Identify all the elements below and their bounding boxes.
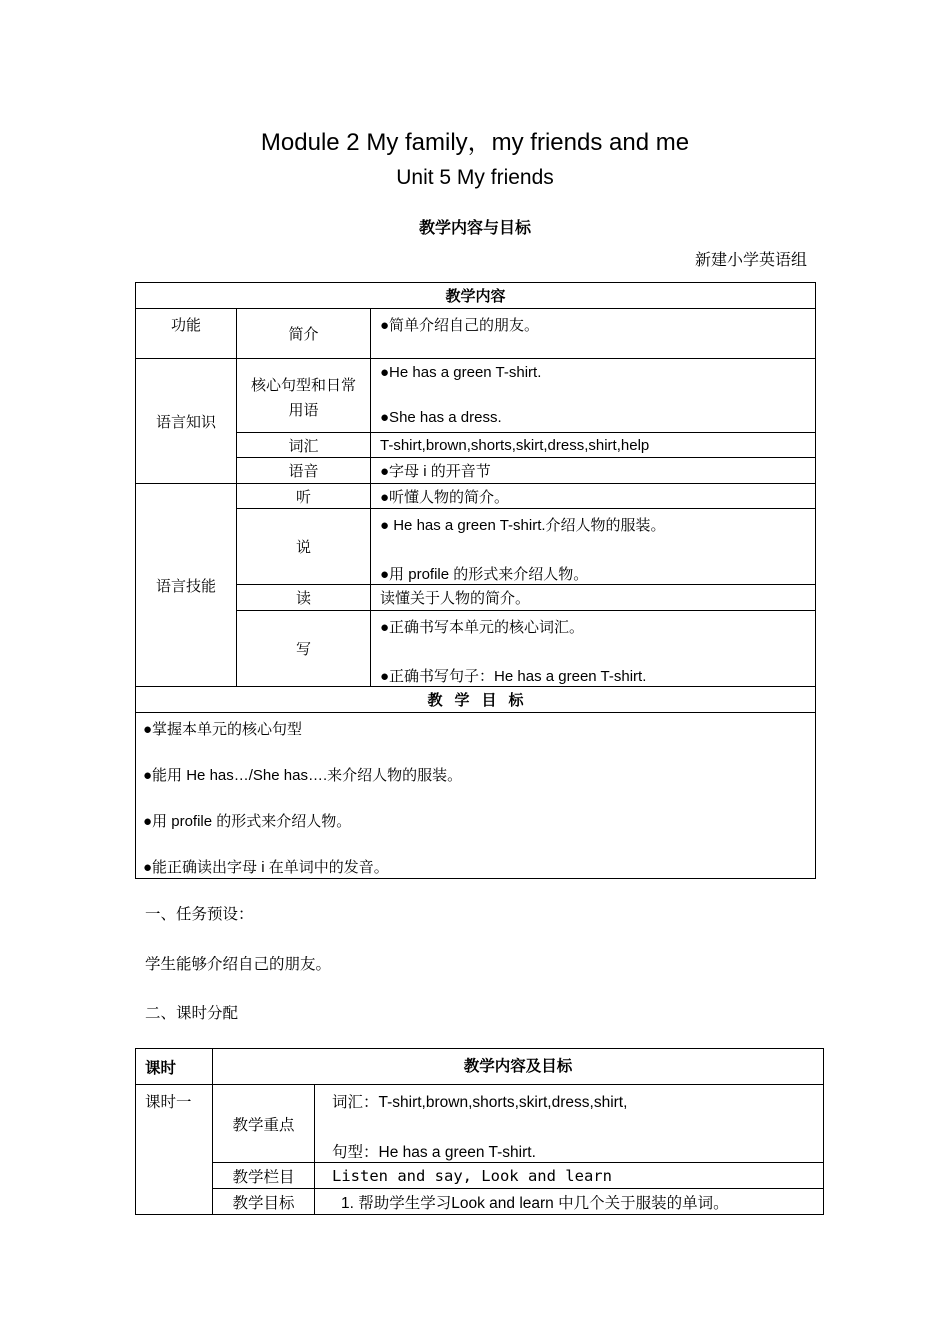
section-label: 教学栏目 xyxy=(213,1163,315,1189)
teaching-content-table xyxy=(135,282,816,879)
speak-cell xyxy=(371,509,816,585)
skills-label: 语言技能 xyxy=(136,484,237,687)
speak-item-2: ●用 profile 的形式来介绍人物。 xyxy=(380,566,589,583)
phonetics-label: 语音 xyxy=(237,458,371,484)
document-title: Module 2 My family，my friends and me xyxy=(260,129,690,156)
vocab-content: T-shirt,brown,shorts,skirt,dress,shirt,help xyxy=(371,433,816,458)
write-item-1: ●正确书写本单元的核心词汇。 xyxy=(380,619,585,636)
write-item-2: ●正确书写句子：He has a green T-shirt. xyxy=(380,668,647,685)
goal-item: ●能正确读出字母 i 在单词中的发音。 xyxy=(143,859,389,876)
content-col-header: 教学内容及目标 xyxy=(213,1049,824,1085)
intro-content: ●简单介绍自己的朋友。 xyxy=(371,309,816,359)
focus-label: 教学重点 xyxy=(213,1085,315,1163)
listen-content: ●听懂人物的简介。 xyxy=(371,484,816,509)
lesson-allocation-table xyxy=(135,1048,824,1215)
core-sentence-2: ●She has a dress. xyxy=(380,409,502,426)
function-label: 功能 xyxy=(136,309,237,359)
goals-cell xyxy=(136,713,816,879)
section-heading: 教学内容与目标 xyxy=(418,218,531,237)
intro-label: 简介 xyxy=(237,309,371,359)
section-value: Listen and say, Look and learn xyxy=(315,1163,824,1189)
goal-item: ●用 profile 的形式来介绍人物。 xyxy=(143,813,352,830)
knowledge-label: 语言知识 xyxy=(136,359,237,484)
speak-label: 说 xyxy=(237,509,371,585)
focus-vocab: 词汇：T-shirt,brown,shorts,skirt,dress,shirt, xyxy=(332,1094,628,1111)
focus-cell xyxy=(315,1085,824,1163)
section2-title: 二、课时分配 xyxy=(145,1005,239,1022)
focus-pattern: 句型：He has a green T-shirt. xyxy=(332,1144,536,1161)
lesson-label: 课时一 xyxy=(136,1085,213,1215)
core-sentence-1: ●He has a green T-shirt. xyxy=(380,364,542,381)
goal-label: 教学目标 xyxy=(213,1189,315,1215)
core-sentences-label: 核心句型和日常用语 xyxy=(237,359,371,433)
goal-item: ●掌握本单元的核心句型 xyxy=(143,721,303,738)
vocab-label: 词汇 xyxy=(237,433,371,458)
lesson-col-header: 课时 xyxy=(136,1049,213,1085)
section1-title: 一、任务预设： xyxy=(145,906,254,923)
section1-text: 学生能够介绍自己的朋友。 xyxy=(145,956,332,973)
phonetics-content: ●字母 i 的开音节 xyxy=(371,458,816,484)
write-cell xyxy=(371,611,816,687)
unit-title: Unit 5 My friends xyxy=(396,166,554,189)
goal-item: ●能用 He has…/She has….来介绍人物的服装。 xyxy=(143,767,463,784)
speak-item-1: ● He has a green T-shirt.介绍人物的服装。 xyxy=(380,517,666,534)
author-group: 新建小学英语组 xyxy=(694,250,807,269)
read-content: 读懂关于人物的简介。 xyxy=(371,585,816,611)
listen-label: 听 xyxy=(237,484,371,509)
table-header: 教学内容 xyxy=(136,283,816,309)
goals-header: 教学目标 xyxy=(136,687,816,713)
core-sentences-cell xyxy=(371,359,816,433)
write-label: 写 xyxy=(237,611,371,687)
read-label: 读 xyxy=(237,585,371,611)
goal-value: 1. 帮助学生学习Look and learn 中几个关于服装的单词。 xyxy=(315,1189,824,1215)
